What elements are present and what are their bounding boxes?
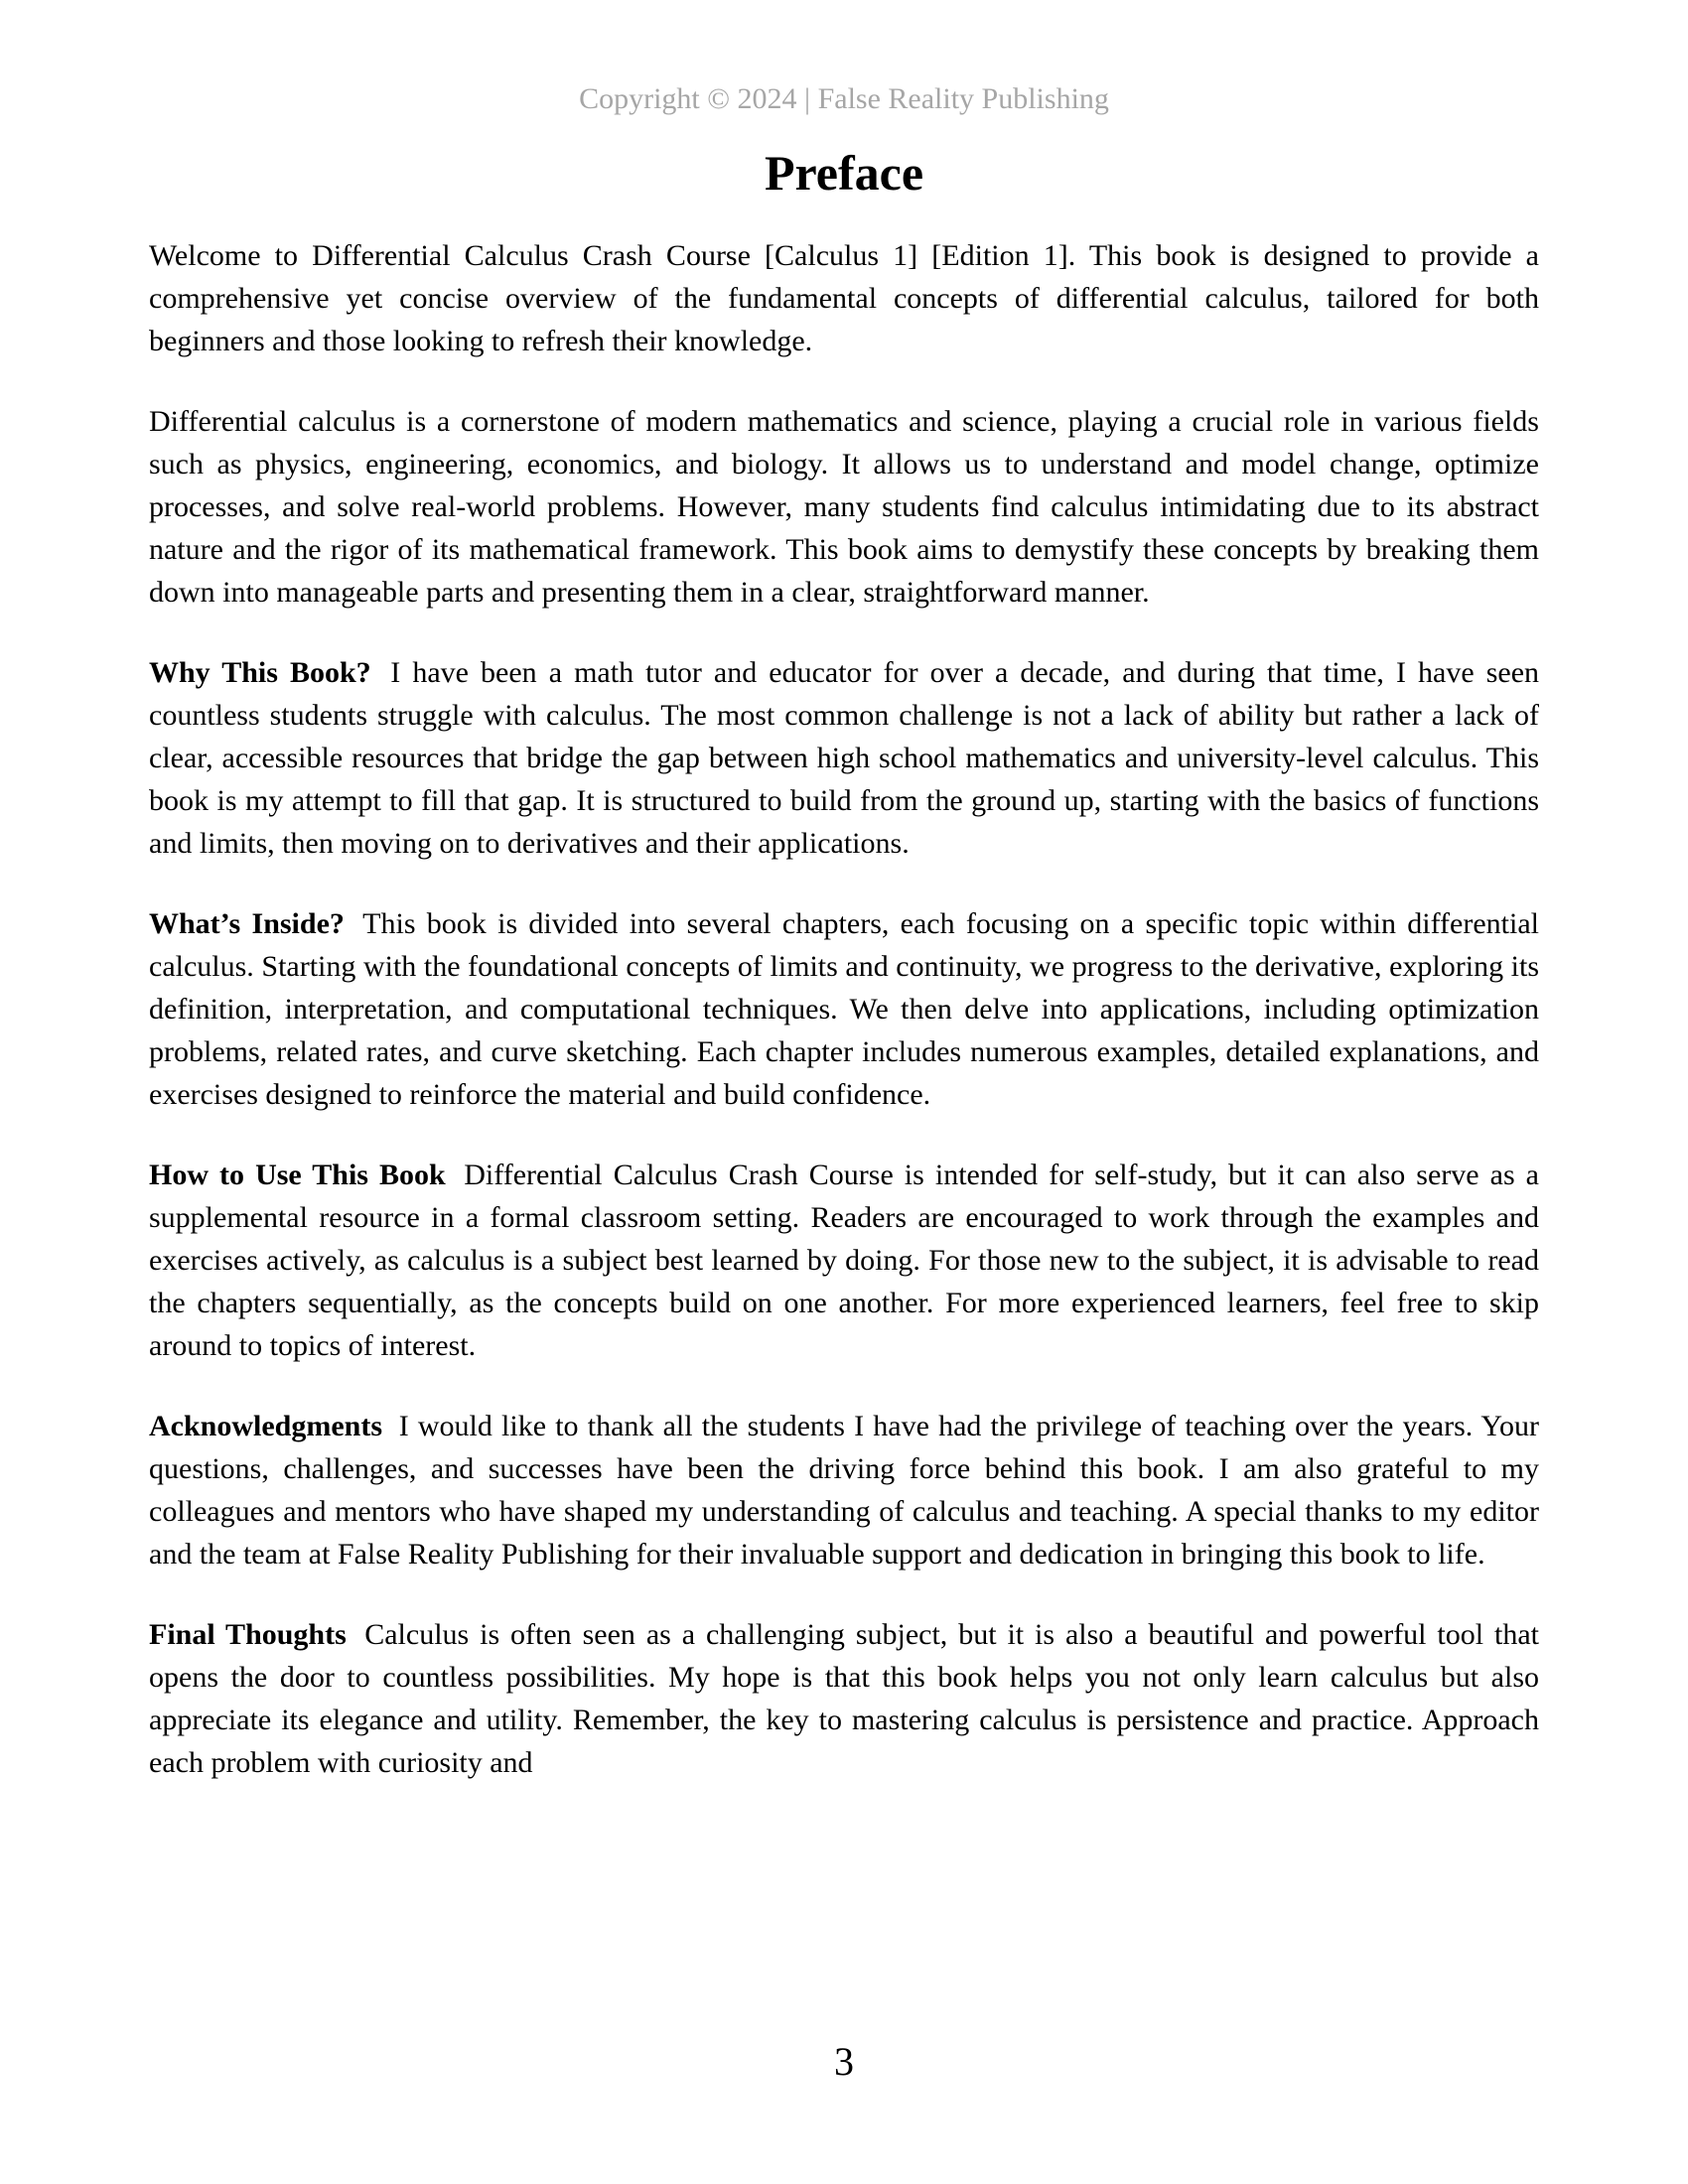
paragraph-lead: Acknowledgments [149,1410,383,1442]
paragraph-text: Differential calculus is a cornerstone of modern mathematics and science, playing a crucial role in various fields such as physics, engineering, economics, and biology. It allows us to understand and model change, optimize processes, and solve real-world problems. However, many students find calculus intimidating due to its abstract nature and the rigor of its mathematical framework. This book aims to demystify these concepts by breaking them down into manageable parts and presenting them in a clear, straightforward manner. [149,405,1539,609]
paragraph-whats-inside [149,902,1539,1116]
paragraph-welcome [149,234,1539,362]
paragraph-overview [149,400,1539,614]
copyright-line: Copyright © 2024 | False Reality Publishing [579,82,1109,115]
paragraph-lead: Final Thoughts [149,1618,347,1651]
paragraph-lead: How to Use This Book [149,1159,446,1191]
paragraph-lead: What’s Inside? [149,907,345,940]
paragraph-text: I have been a math tutor and educator for over a decade, and during that time, I have seen countless students struggle with calculus. The most common challenge is not a lack of ability but rather a lack of clear, accessible resources that bridge the gap between high school mathematics and university-level calculus. This book is my attempt to fill that gap. It is structured to build from the ground up, starting with the basics of functions and limits, then moving on to derivatives and their applications. [149,656,1540,860]
paragraph-text: Welcome to Differential Calculus Crash Course [Calculus 1] [Edition 1]. This book is designed to provide a comprehensive yet concise overview of the fundamental concepts of differential calculus, tailored for both beginners and those looking to refresh their knowledge. [149,239,1539,357]
paragraph-text: Differential Calculus Crash Course is intended for self-study, but it can also serve as a supplemental resource in a formal classroom setting. Readers are encouraged to work through the examples and exercises actively, as calculus is a subject best learned by doing. For those new to the subject, it is advisable to read the chapters sequentially, as the concepts build on one another. For more experienced learners, feel free to skip around to topics of interest. [149,1159,1539,1362]
paragraph-why-this-book [149,651,1539,865]
paragraph-final-thoughts [149,1613,1539,1784]
paragraph-text: Calculus is often seen as a challenging subject, but it is also a beautiful and powerful tool that opens the door to countless possibilities. My hope is that this book helps you not only learn calculus but also appreciate its elegance and utility. Remember, the key to mastering calculus is persistence and practice. Approach each problem with curiosity and [149,1618,1540,1779]
paragraph-how-to-use [149,1154,1539,1367]
paragraph-text: This book is divided into several chapters, each focusing on a specific topic within differential calculus. Starting with the foundational concepts of limits and continuity, we progress to the derivative, exploring its definition, interpretation, and computational techniques. We then delve into applications, including optimization problems, related rates, and curve sketching. Each chapter includes numerous examples, detailed explanations, and exercises designed to reinforce the material and build confidence. [149,907,1539,1111]
paragraph-lead: Why This Book? [149,656,371,689]
paragraph-text: I would like to thank all the students I have had the privilege of teaching over the years. Your questions, challenges, and successes have been the driving force behind this book. I am also grateful to my colleagues and mentors who have shaped my understanding of calculus and teaching. A special thanks to my editor and the team at False Reality Publishing for their invaluable support and dedication in bringing this book to life. [149,1410,1540,1570]
page-title: Preface [764,145,924,201]
paragraph-acknowledgments [149,1405,1539,1575]
page-number: 3 [834,2039,854,2084]
